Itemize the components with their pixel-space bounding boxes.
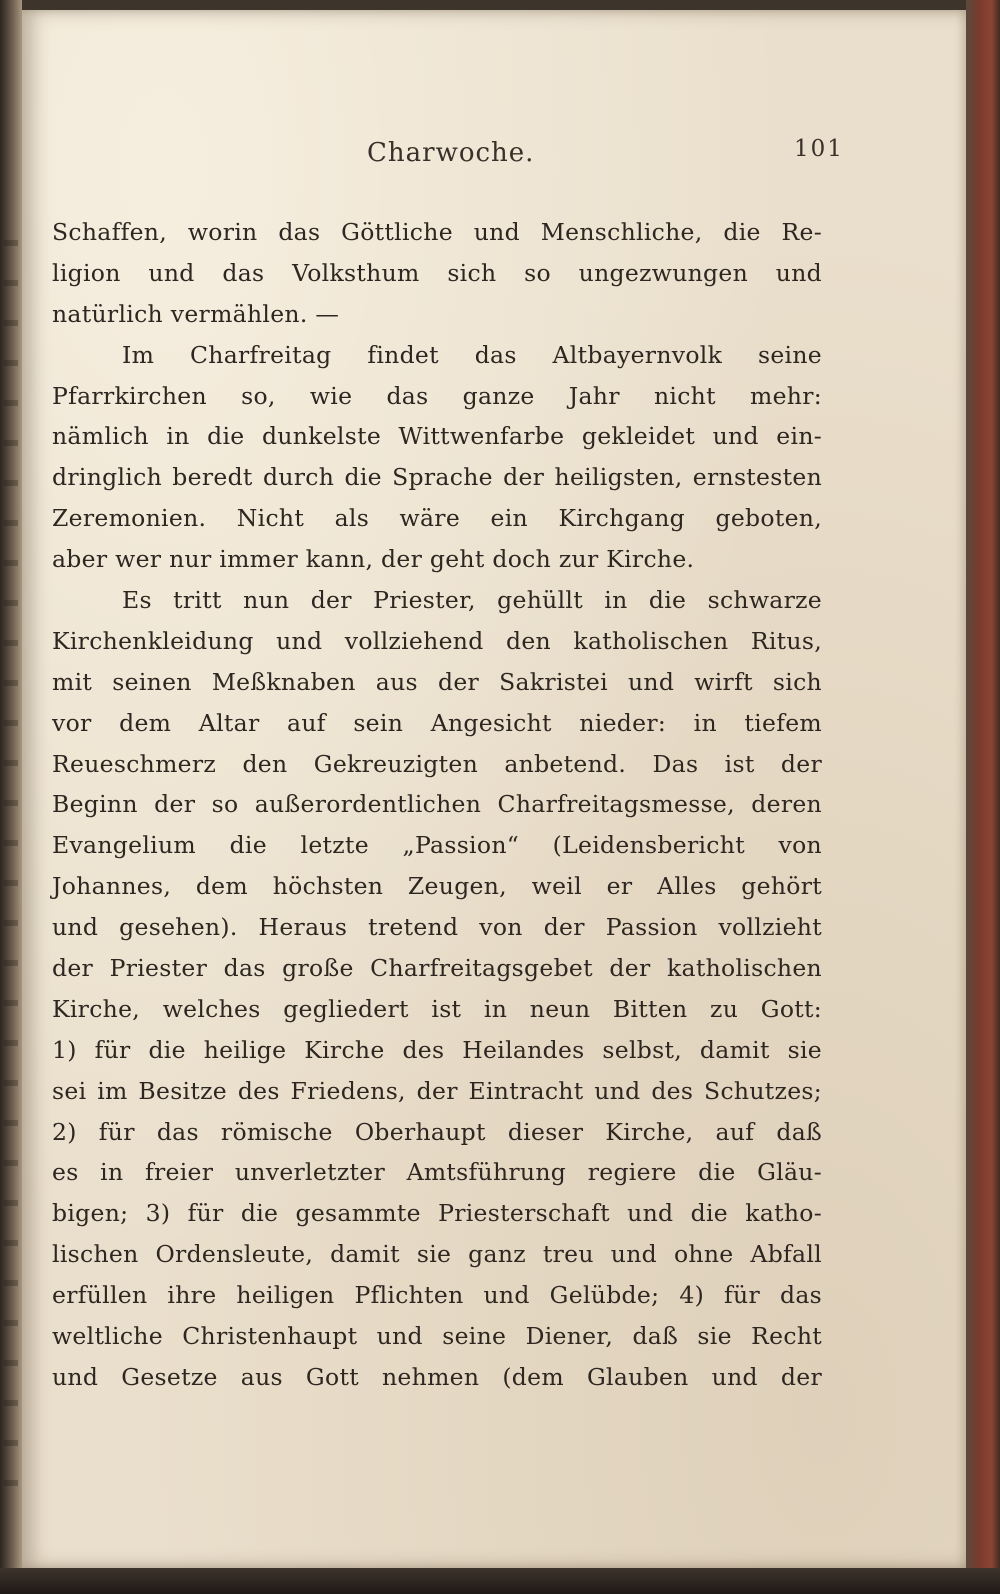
text-line: aber wer nur immer kann, der geht doch zur Kirche. [52,545,695,574]
page-header [22,138,966,178]
book-gutter [0,0,22,1594]
text-line: weltliche Christenhaupt und seine Diener, daß sie Recht [52,1322,822,1351]
text-line: bigen; 3) für die gesammte Priesterschaft und die katho- [52,1199,822,1228]
text-line: Reueschmerz den Gekreuzigten anbetend. Das ist der [52,749,822,778]
text-line: vor dem Altar auf sein Angesicht nieder: in tiefem [52,708,822,737]
text-line: Johannes, dem höchsten Zeugen, weil er Alles gehört [52,872,822,901]
text-line: der Priester das große Charfreitagsgebet der katholischen [52,954,822,983]
text-line: und Gesetze aus Gott nehmen (dem Glauben und der [52,1362,822,1391]
text-line: sei im Besitze des Friedens, der Eintracht und des Schutzes; [52,1076,822,1105]
text-line: und gesehen). Heraus tretend von der Passion vollzieht [52,913,822,942]
scan-bottom-edge [0,1568,1000,1594]
text-line: Im Charfreitag findet das Altbayernvolk seine [122,340,822,369]
body-text [52,212,822,1398]
text-line: ligion und das Volksthum sich so ungezwungen und [52,258,822,287]
text-line: Kirche, welches gegliedert ist in neun Bitten zu Gott: [52,994,822,1023]
text-line: Pfarrkirchen so, wie das ganze Jahr nicht mehr: [52,381,822,410]
running-head: Charwoche. [367,138,535,168]
text-line: Kirchenkleidung und vollziehend den katholischen Ritus, [52,626,822,655]
text-line: mit seinen Meßknaben aus der Sakristei und wirft sich [52,667,822,696]
text-line: natürlich vermählen. — [52,299,340,328]
text-line: 1) für die heilige Kirche des Heilandes selbst, damit sie [52,1035,822,1064]
text-line: es in freier unverletzter Amtsführung regiere die Gläu- [52,1158,822,1187]
book-cover-edge [966,0,1000,1594]
text-line: Evangelium die letzte „Passion“ (Leidensbericht von [52,831,822,860]
text-line: Beginn der so außerordentlichen Charfreitagsmesse, deren [52,790,822,819]
text-line: Schaffen, worin das Göttliche und Menschliche, die Re- [52,218,822,246]
page-number: 101 [794,136,844,162]
text-line: 2) für das römische Oberhaupt dieser Kirche, auf daß [52,1117,822,1146]
text-line: Zeremonien. Nicht als wäre ein Kirchgang geboten, [52,504,822,533]
gutter-shadow [4,240,18,1490]
text-line: lischen Ordensleute, damit sie ganz treu und ohne Abfall [52,1240,822,1269]
text-line: erfüllen ihre heiligen Pflichten und Gelübde; 4) für das [52,1281,822,1310]
text-line: nämlich in die dunkelste Wittwenfarbe gekleidet und ein- [52,422,822,451]
text-line: Es tritt nun der Priester, gehüllt in die schwarze [122,586,822,615]
text-line: dringlich beredt durch die Sprache der heiligsten, ernstesten [52,463,822,492]
